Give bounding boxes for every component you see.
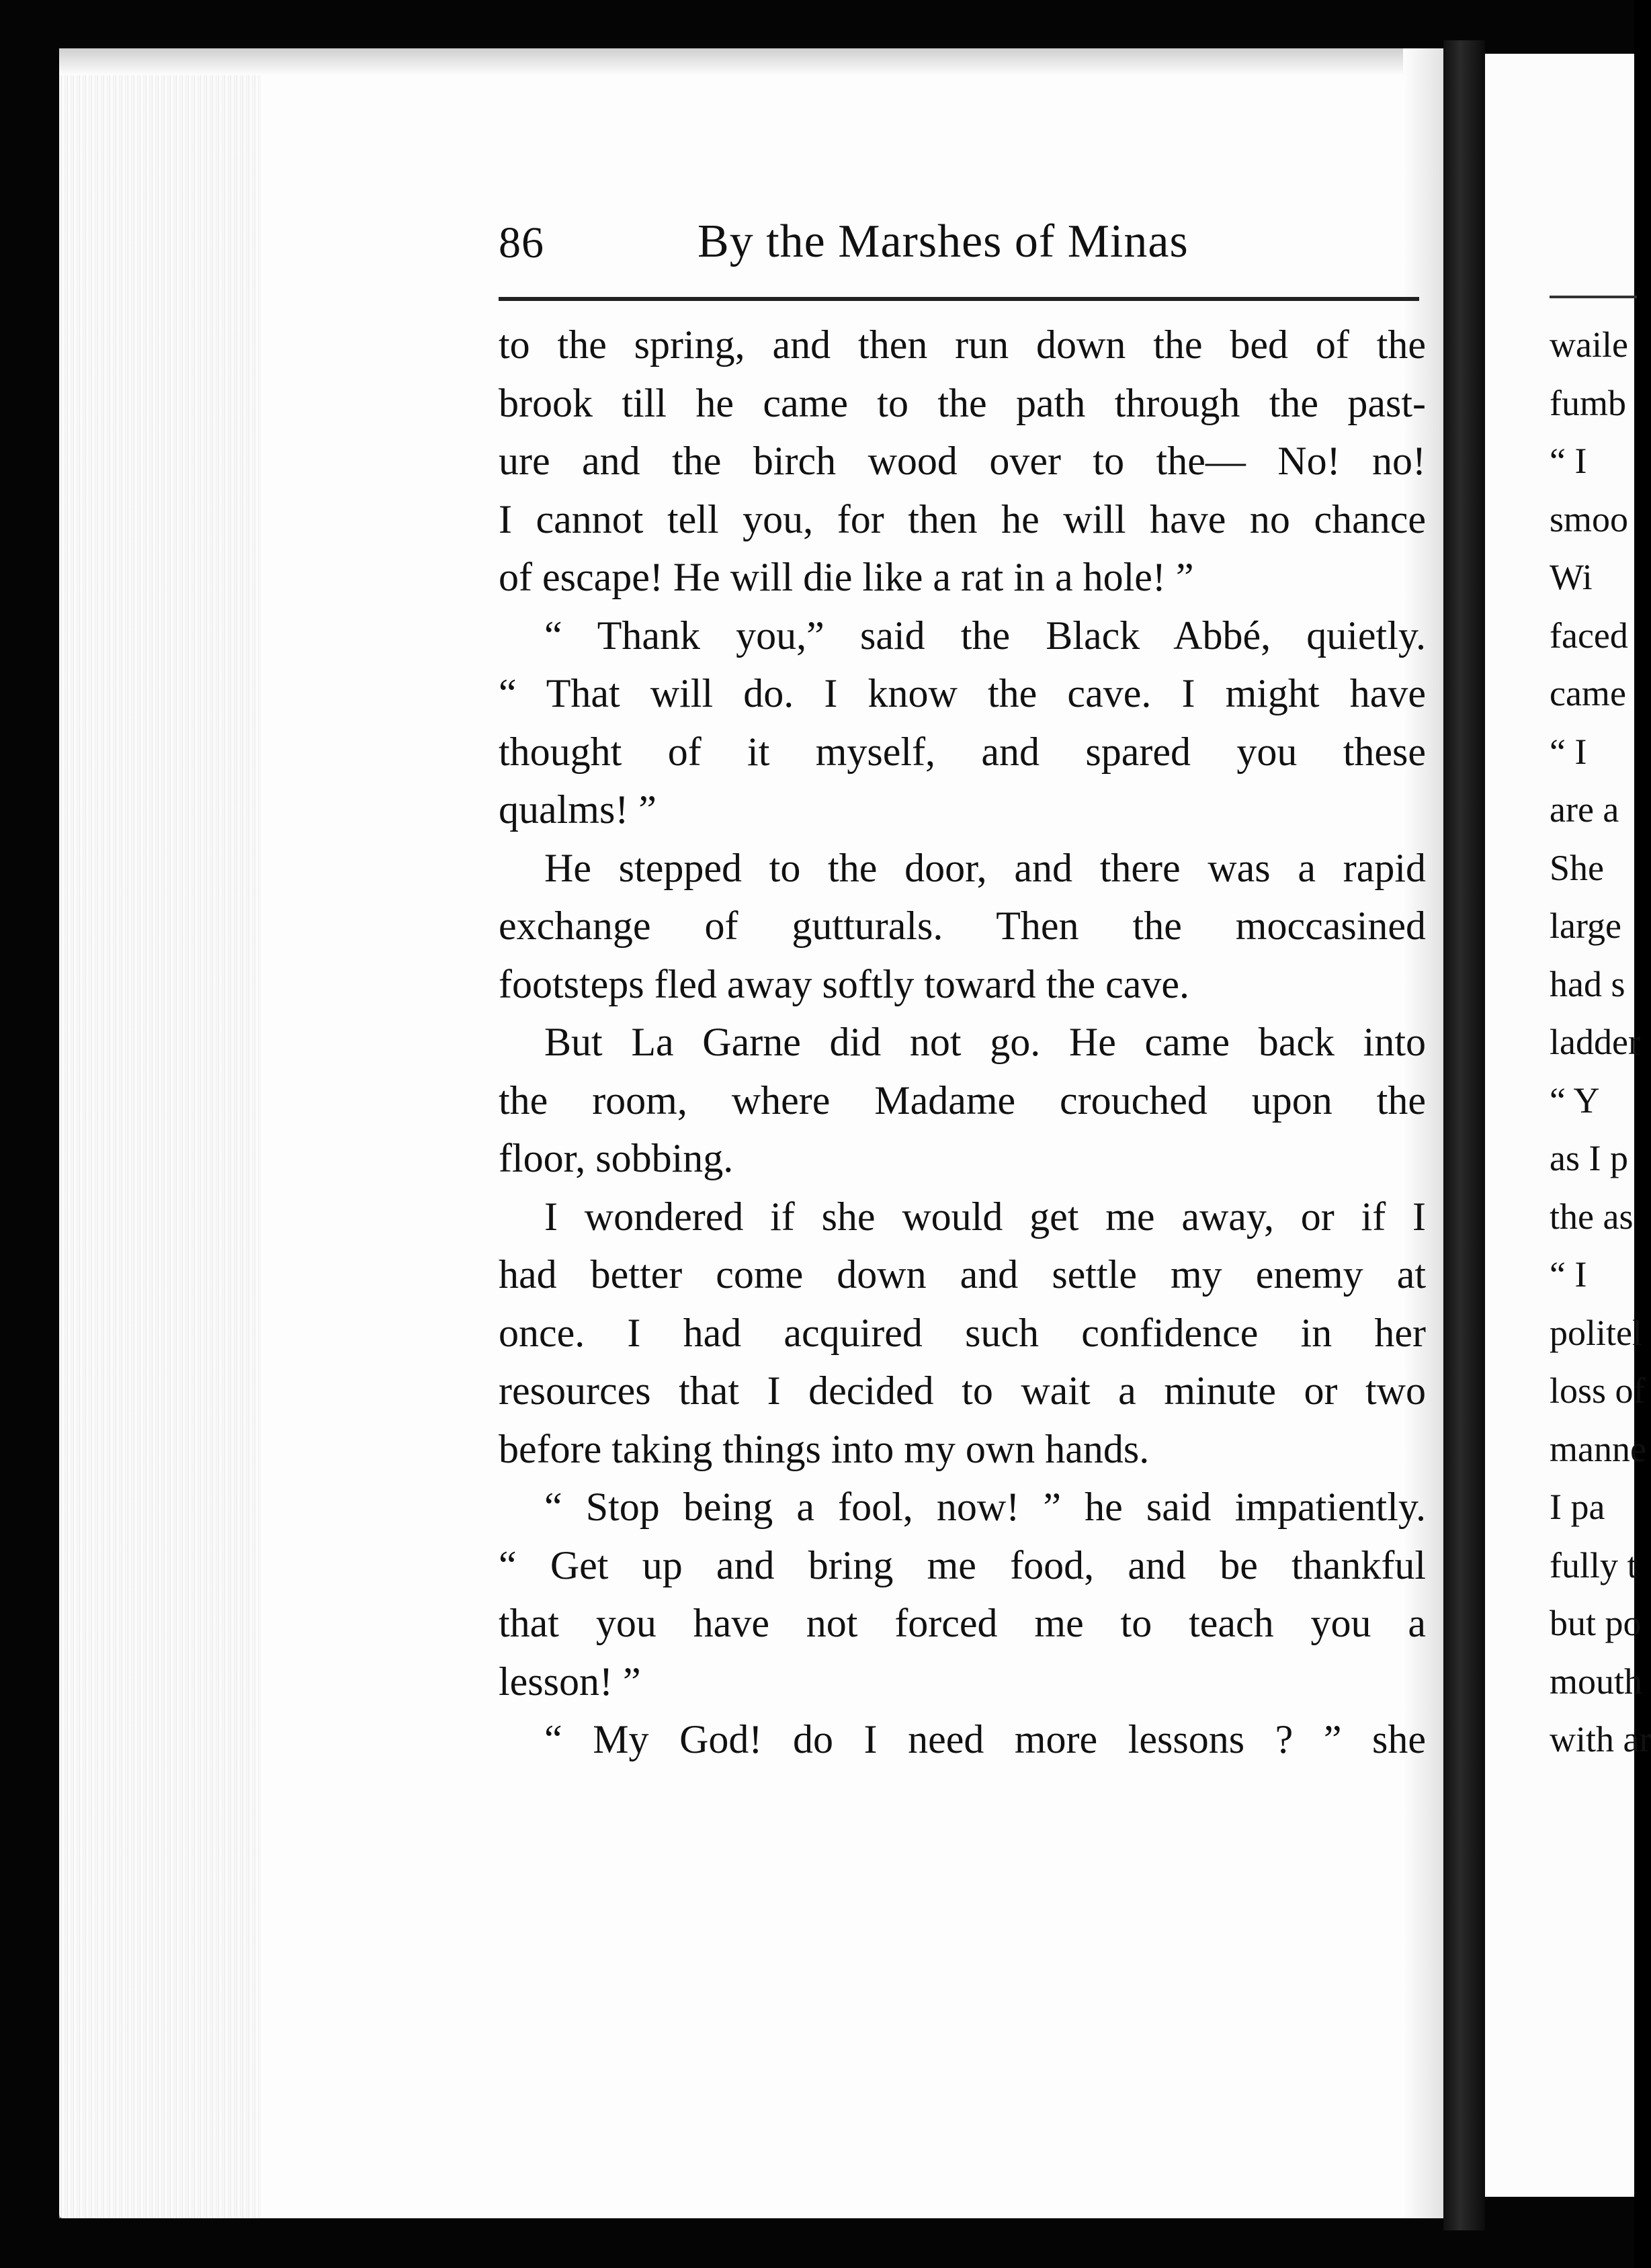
text-line: “ That will do. I know the cave. I might have xyxy=(499,671,1426,715)
facing-page-line: “ I xyxy=(1550,731,1587,772)
facing-page-line: loss of xyxy=(1550,1370,1646,1411)
text-line: thought of it myself, and spared you these xyxy=(499,729,1426,774)
facing-page-line: waile xyxy=(1550,324,1628,365)
page-header xyxy=(499,210,1419,284)
text-line: “ Stop being a fool, now! ” he said impatiently. xyxy=(544,1485,1426,1529)
facing-page-line: “ Y xyxy=(1550,1080,1600,1121)
text-line: the room, where Madame crouched upon the xyxy=(499,1078,1426,1123)
text-line: once. I had acquired such confidence in her xyxy=(499,1310,1426,1355)
text-line: to the spring, and then run down the bed of the xyxy=(499,322,1426,367)
facing-page-line: “ I xyxy=(1550,441,1587,481)
facing-page-line: mouth xyxy=(1550,1661,1643,1702)
text-line: that you have not forced me to teach you a xyxy=(499,1601,1426,1645)
facing-page-line: but po xyxy=(1550,1603,1642,1643)
facing-page-rule xyxy=(1550,296,1637,298)
text-line: brook till he came to the path through the past- xyxy=(499,380,1426,425)
text-line: I cannot tell you, for then he will have no chance xyxy=(499,496,1426,541)
facing-page-line: large xyxy=(1550,906,1621,946)
text-line: “ Thank you,” said the Black Abbé, quietly. xyxy=(544,613,1426,658)
facing-page-line: fully t xyxy=(1550,1544,1638,1585)
facing-page-line: politel xyxy=(1550,1312,1642,1353)
page-number: 86 xyxy=(499,218,544,267)
page-body-text xyxy=(499,316,1426,1769)
facing-page-line: are a xyxy=(1550,789,1619,830)
text-line: ure and the birch wood over to the— No! no! xyxy=(499,439,1426,483)
facing-page-line: I pa xyxy=(1550,1487,1605,1527)
book-spine xyxy=(1443,40,1485,2230)
text-line: of escape! He will die like a rat in a hole! ” xyxy=(499,555,1194,599)
running-title: By the Marshes of Minas xyxy=(697,216,1189,267)
facing-page-line: faced xyxy=(1550,615,1628,656)
text-line: I wondered if she would get me away, or if I xyxy=(544,1194,1426,1239)
facing-page-line: She xyxy=(1550,847,1604,888)
page-edge-stack xyxy=(59,48,261,2218)
text-line: “ Get up and bring me food, and be thankful xyxy=(499,1542,1426,1587)
text-line: exchange of gutturals. Then the moccasined xyxy=(499,904,1426,948)
text-line: floor, sobbing. xyxy=(499,1136,734,1180)
facing-page-line: had s xyxy=(1550,963,1625,1004)
text-line: But La Garne did not go. He came back into xyxy=(544,1020,1426,1064)
facing-page-line: came xyxy=(1550,673,1626,713)
text-line: footsteps fled away softly toward the cave. xyxy=(499,961,1189,1006)
text-line: lesson! ” xyxy=(499,1659,641,1704)
facing-page-line: Wi xyxy=(1550,557,1593,597)
text-line: qualms! ” xyxy=(499,787,657,832)
text-line: “ My God! do I need more lessons ? ” she xyxy=(544,1717,1426,1761)
text-line: had better come down and settle my enemy at xyxy=(499,1252,1426,1297)
text-line: resources that I decided to wait a minute or two xyxy=(499,1368,1426,1413)
header-rule xyxy=(499,297,1419,301)
facing-page-text xyxy=(1550,316,1651,1769)
facing-page-line: the as xyxy=(1550,1196,1634,1237)
text-line: before taking things into my own hands. xyxy=(499,1426,1150,1471)
page-top-edge xyxy=(59,48,1443,75)
facing-page-line: smoo xyxy=(1550,498,1629,539)
facing-page-line: as I p xyxy=(1550,1138,1628,1178)
facing-page-line: fumb xyxy=(1550,382,1626,423)
text-line: He stepped to the door, and there was a rapid xyxy=(544,845,1426,890)
facing-page-line: ladder xyxy=(1550,1022,1640,1062)
facing-page-line: “ I xyxy=(1550,1254,1587,1295)
facing-page-line: with ar xyxy=(1550,1719,1651,1759)
facing-page-line: manne xyxy=(1550,1428,1646,1469)
